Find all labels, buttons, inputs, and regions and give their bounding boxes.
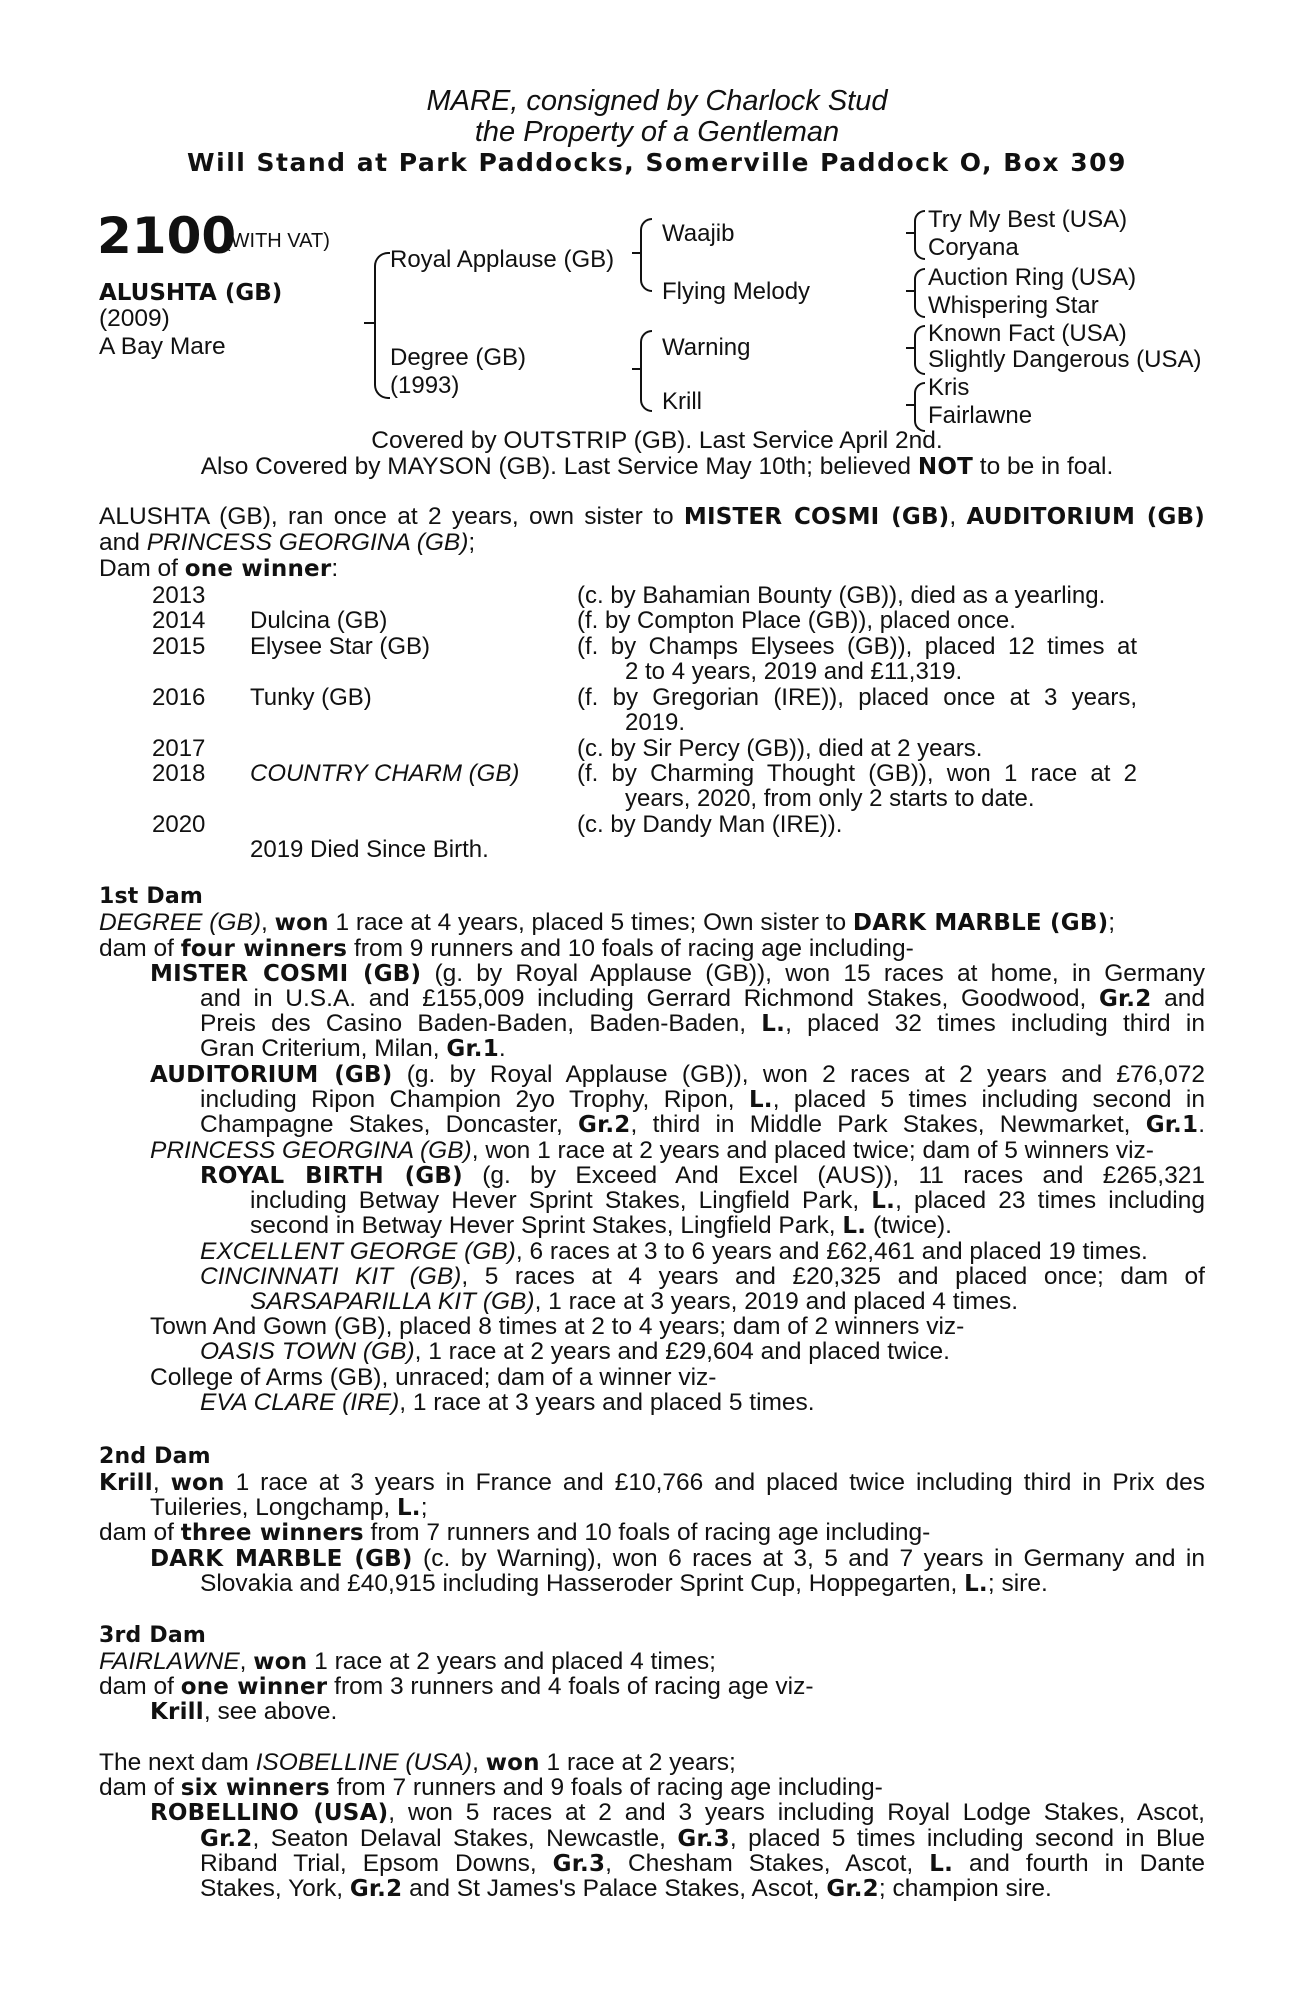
produce-info-cont: years, 2020, from only 2 starts to date. xyxy=(625,785,1035,812)
brace-gen1 xyxy=(374,252,390,399)
sep: , xyxy=(152,1469,171,1496)
second-dam-line-3 xyxy=(99,1520,1205,1547)
grade: Gr.2 xyxy=(349,1876,403,1902)
produce-info: (f. by Compton Place (GB)), placed once. xyxy=(577,607,1016,634)
grade: Gr.3 xyxy=(677,1826,730,1852)
lot-vat: (WITH VAT) xyxy=(224,230,330,252)
won: won xyxy=(253,1649,308,1675)
auditorium-line-1 xyxy=(150,1062,1205,1089)
txt: including Betway Hever Sprint Stakes, Lingfield Park, xyxy=(250,1187,872,1214)
txt: including Ripon Champion 2yo Trophy, Ripon, xyxy=(200,1086,749,1113)
brace-ss-tick xyxy=(906,232,914,234)
eva-clare-line xyxy=(200,1390,1205,1416)
three-winners: three winners xyxy=(180,1520,364,1546)
pedigree-sdd: Whispering Star xyxy=(928,292,1099,319)
four-winners: four winners xyxy=(180,936,348,962)
second-dam-line-1 xyxy=(99,1470,1205,1497)
second-dam-heading: 2nd Dam xyxy=(99,1444,211,1469)
brace-ss xyxy=(914,210,925,260)
sep: , xyxy=(472,1749,486,1776)
grade: L. xyxy=(842,1213,867,1239)
auditorium-name: AUDITORIUM (GB) xyxy=(150,1062,393,1088)
lot-description: A Bay Mare xyxy=(99,333,226,360)
txt: ; champion sire. xyxy=(878,1875,1052,1902)
txt: , placed 5 times including second in Blue xyxy=(729,1825,1205,1852)
brace-sd-tick xyxy=(906,290,914,292)
intro-and: and xyxy=(99,529,140,556)
produce-year: 2018 xyxy=(152,760,206,787)
sep: , xyxy=(261,909,275,936)
txt: (g. by Royal Applause (GB)), won 15 races at home, in Germany xyxy=(421,960,1205,987)
royal-birth-line-1 xyxy=(200,1163,1205,1190)
intro-colon: : xyxy=(331,555,339,582)
txt: Riband Trial, Epsom Downs, xyxy=(200,1850,553,1877)
auditorium-line-2 xyxy=(200,1087,1205,1114)
brace-dam-tick xyxy=(632,368,640,370)
robellino-name: ROBELLINO (USA) xyxy=(150,1800,389,1826)
mister-cosmi-line-3 xyxy=(200,1011,1205,1038)
produce-info: (c. by Sir Percy (GB)), died at 2 years. xyxy=(577,735,983,762)
produce-year: 2016 xyxy=(152,684,206,711)
txt: , 1 race at 3 years, 2019 and placed 4 times. xyxy=(534,1288,1019,1315)
txt: 1 race at 4 years, placed 5 times; Own sister to xyxy=(328,909,853,936)
third-dam-heading: 3rd Dam xyxy=(99,1623,206,1648)
fairlawne-name: FAIRLAWNE xyxy=(99,1648,240,1675)
first-dam-line-1 xyxy=(99,910,1205,937)
covered-not: NOT xyxy=(917,454,973,480)
txt: second in Betway Hever Sprint Stakes, Lingfield Park, xyxy=(250,1212,843,1239)
txt: The next dam xyxy=(99,1749,256,1776)
txt: ; xyxy=(420,1494,428,1521)
txt: , 1 race at 3 years and placed 5 times. xyxy=(399,1389,815,1416)
txt: and St James's Palace Stakes, Ascot, xyxy=(402,1875,827,1902)
sarsaparilla-kit-line xyxy=(250,1289,1205,1315)
princess-georgina-line xyxy=(150,1138,1205,1164)
covered-text-end: to be in foal. xyxy=(979,453,1114,480)
third-dam-line-2 xyxy=(99,1674,1205,1701)
covered-text: Also Covered by MAYSON (GB). Last Service May 10th; believed xyxy=(200,453,912,480)
oasis-town-line xyxy=(200,1339,1205,1365)
third-dam-line-1 xyxy=(99,1649,1205,1676)
produce-info: (c. by Bahamian Bounty (GB)), died as a yearling. xyxy=(577,582,1106,609)
brace-dd xyxy=(914,382,925,432)
produce-name: COUNTRY CHARM (GB) xyxy=(250,760,520,787)
won: won xyxy=(485,1750,540,1776)
produce-year: 2015 xyxy=(152,633,206,660)
intro-line-1 xyxy=(99,504,1205,531)
pedigree-sire-sire: Waajib xyxy=(662,220,735,247)
lot-number: 2100 xyxy=(97,207,237,265)
auditorium-line-3 xyxy=(200,1112,1205,1139)
produce-name: Dulcina (GB) xyxy=(250,607,388,634)
pedigree-sire-dam: Flying Melody xyxy=(662,278,811,305)
pedigree-dss: Known Fact (USA) xyxy=(928,320,1127,347)
txt: 1 race at 3 years in France and £10,766 and placed twice including third in Prix des xyxy=(224,1469,1205,1496)
txt: . xyxy=(498,1035,506,1062)
txt: Preis des Casino Baden-Baden, Baden-Baden, xyxy=(200,1010,762,1037)
mister-cosmi-name: MISTER COSMI (GB) xyxy=(150,961,422,987)
txt: from 3 runners and 4 foals of racing age viz- xyxy=(327,1673,814,1700)
grade: Gr.2 xyxy=(826,1876,879,1902)
intro-one-winner: one winner xyxy=(184,556,332,582)
intro-text: ALUSHTA (GB), ran once at 2 years, own sister to xyxy=(99,503,674,530)
next-dam-line-1 xyxy=(99,1750,1205,1777)
produce-name: Elysee Star (GB) xyxy=(250,633,431,660)
txt: and in U.S.A. and £155,009 including Gerrard Richmond Stakes, Goodwood, xyxy=(200,985,1099,1012)
grade: L. xyxy=(929,1851,954,1877)
txt: , placed 5 times including second in xyxy=(772,1086,1205,1113)
intro-line-2 xyxy=(99,530,1205,556)
pedigree-dam: Degree (GB) xyxy=(390,344,527,371)
txt: from 7 runners and 10 foals of racing age including- xyxy=(363,1519,931,1546)
grade: L. xyxy=(396,1495,421,1521)
header-property: the Property of a Gentleman xyxy=(474,116,840,148)
txt: . xyxy=(1198,1111,1205,1138)
intro-line-3 xyxy=(99,556,1205,583)
robellino-line-3 xyxy=(200,1851,1205,1878)
dark-marble-link: DARK MARBLE (GB) xyxy=(852,910,1109,936)
sarsaparilla-kit-name: SARSAPARILLA KIT (GB) xyxy=(250,1288,535,1315)
mister-cosmi-line-1 xyxy=(150,961,1205,988)
produce-year: 2013 xyxy=(152,582,206,609)
produce-info: (c. by Dandy Man (IRE)). xyxy=(577,811,843,838)
won: won xyxy=(170,1470,225,1496)
semi: ; xyxy=(1108,909,1116,936)
produce-info: (f. by Charming Thought (GB)), won 1 race at 2 xyxy=(577,760,1137,787)
txt: , Seaton Delaval Stakes, Newcastle, xyxy=(252,1825,678,1852)
txt: dam of xyxy=(99,1673,181,1700)
produce-info: (f. by Champs Elysees (GB)), placed 12 times at xyxy=(577,633,1137,660)
brace-ds-tick xyxy=(906,347,914,349)
txt: Gran Criterium, Milan, xyxy=(200,1035,447,1062)
mister-cosmi-line-4 xyxy=(200,1036,1205,1063)
second-dam-line-2 xyxy=(150,1495,1205,1522)
txt: (g. by Royal Applause (GB)), won 2 races at 2 years and £76,072 xyxy=(392,1061,1205,1088)
produce-info-cont: 2 to 4 years, 2019 and £11,319. xyxy=(625,658,963,685)
txt: , Chesham Stakes, Ascot, xyxy=(605,1850,930,1877)
intro-semicolon: ; xyxy=(468,529,476,556)
pedigree-sds: Auction Ring (USA) xyxy=(928,264,1137,291)
dark-marble-line-1 xyxy=(150,1546,1205,1573)
header-consignor: MARE, consigned by Charlock Stud xyxy=(426,85,888,117)
cincinnati-kit-line xyxy=(200,1264,1205,1290)
dark-marble-line-2 xyxy=(200,1571,1205,1598)
pedigree-dam-year: (1993) xyxy=(390,372,460,399)
robellino-line-1 xyxy=(150,1800,1205,1827)
isobelline-name: ISOBELLINE (USA) xyxy=(255,1749,473,1776)
txt: , see above. xyxy=(203,1698,338,1725)
grade: Gr.2 xyxy=(200,1826,253,1852)
dark-marble-name: DARK MARBLE (GB) xyxy=(150,1546,413,1572)
lot-name: ALUSHTA (GB) xyxy=(99,280,283,306)
intro-princess-georgina: PRINCESS GEORGINA (GB) xyxy=(146,529,469,556)
txt: and xyxy=(1151,985,1206,1012)
txt: (c. by Warning), won 6 races at 3, 5 and 7 years in Germany and in xyxy=(412,1545,1205,1572)
pedigree-ssd: Coryana xyxy=(928,234,1019,261)
txt: 1 race at 2 years; xyxy=(539,1749,736,1776)
one-winner: one winner xyxy=(180,1674,328,1700)
txt: , 6 races at 3 to 6 years and £62,461 and placed 19 times. xyxy=(515,1238,1148,1265)
txt: dam of xyxy=(99,1774,181,1801)
mister-cosmi-line-2 xyxy=(200,986,1205,1013)
txt: dam of xyxy=(99,935,181,962)
produce-year: 2020 xyxy=(152,811,206,838)
first-dam-heading: 1st Dam xyxy=(99,884,204,909)
txt: , 5 races at 4 years and £20,325 and placed once; dam of xyxy=(461,1263,1205,1290)
grade: Gr.3 xyxy=(552,1851,606,1877)
intro-dam-of: Dam of xyxy=(99,555,178,582)
txt: (g. by Exceed And Excel (AUS)), 11 races and £265,321 xyxy=(462,1162,1205,1189)
txt: from 7 runners and 9 foals of racing age including- xyxy=(329,1774,883,1801)
third-dam-line-3 xyxy=(150,1699,1205,1726)
produce-name: Tunky (GB) xyxy=(250,684,372,711)
pedigree-ddd: Fairlawne xyxy=(928,402,1033,429)
txt: dam of xyxy=(99,1519,181,1546)
excellent-george-line xyxy=(200,1239,1205,1265)
brace-sire-tick xyxy=(632,252,640,254)
won: won xyxy=(274,910,329,936)
txt: , won 1 race at 2 years and placed twice; dam of 5 winners viz- xyxy=(471,1137,1154,1164)
grade: Gr.1 xyxy=(446,1036,499,1062)
grade: L. xyxy=(748,1087,773,1113)
intro-auditorium-a: AUDITORIUM (GB) xyxy=(966,504,1206,530)
txt: Champagne Stakes, Doncaster, xyxy=(200,1111,579,1138)
royal-birth-name: ROYAL BIRTH (GB) xyxy=(200,1163,463,1189)
brace-ds xyxy=(914,325,925,375)
grade: L. xyxy=(964,1571,988,1597)
grade: Gr.2 xyxy=(1098,986,1152,1012)
royal-birth-line-2 xyxy=(250,1188,1205,1215)
pedigree-dam-dam: Krill xyxy=(662,388,702,415)
covered-line-2 xyxy=(0,454,1314,481)
brace-gen1-tick xyxy=(364,322,374,324)
pedigree-sss: Try My Best (USA) xyxy=(928,206,1128,233)
first-dam-line-2 xyxy=(99,936,1205,963)
eva-clare-name: EVA CLARE (IRE) xyxy=(200,1389,400,1416)
pedigree-sire: Royal Applause (GB) xyxy=(390,246,615,273)
intro-comma: , xyxy=(949,503,957,530)
produce-info: (f. by Gregorian (IRE)), placed once at 3 years, xyxy=(577,684,1137,711)
lot-year: (2009) xyxy=(99,305,170,332)
txt: Slovakia and £40,915 including Hasseroder Sprint Cup, Hoppegarten, xyxy=(200,1570,965,1597)
brace-sire xyxy=(640,218,652,292)
grade: L. xyxy=(871,1188,896,1214)
produce-year: 2017 xyxy=(152,735,206,762)
krill-name: Krill xyxy=(150,1699,204,1725)
grade: L. xyxy=(761,1011,786,1037)
produce-note: 2019 Died Since Birth. xyxy=(250,836,489,863)
robellino-line-2 xyxy=(200,1826,1205,1853)
brace-dam xyxy=(640,330,652,412)
produce-year: 2014 xyxy=(152,607,206,634)
cincinnati-kit-name: CINCINNATI KIT (GB) xyxy=(200,1263,462,1290)
krill-name: Krill xyxy=(99,1470,153,1496)
txt: from 9 runners and 10 foals of racing age including- xyxy=(347,935,914,962)
town-and-gown-line: Town And Gown (GB), placed 8 times at 2 to 4 years; dam of 2 winners viz- xyxy=(150,1313,965,1340)
txt: , 1 race at 2 years and £29,604 and placed twice. xyxy=(414,1338,950,1365)
intro-mister-cosmi: MISTER COSMI (GB) xyxy=(683,504,950,530)
txt: (twice). xyxy=(866,1212,952,1239)
grade: Gr.1 xyxy=(1145,1112,1199,1138)
produce-info-cont: 2019. xyxy=(625,709,686,736)
royal-birth-line-3 xyxy=(250,1213,1205,1240)
degree-name: DEGREE (GB) xyxy=(99,909,261,936)
princess-georgina-name: PRINCESS GEORGINA (GB) xyxy=(150,1137,472,1164)
oasis-town-name: OASIS TOWN (GB) xyxy=(200,1338,415,1365)
txt: , won 5 races at 2 and 3 years including Royal Lodge Stakes, Ascot, xyxy=(388,1799,1205,1826)
txt: and fourth in Dante xyxy=(953,1850,1206,1877)
six-winners: six winners xyxy=(180,1775,330,1801)
txt: ; sire. xyxy=(987,1570,1048,1597)
next-dam-line-2 xyxy=(99,1775,1205,1802)
txt: Tuileries, Longchamp, xyxy=(150,1494,397,1521)
covered-line-1: Covered by OUTSTRIP (GB). Last Service April 2nd. xyxy=(371,427,943,454)
grade: Gr.2 xyxy=(578,1112,631,1138)
robellino-line-4 xyxy=(200,1876,1205,1903)
header-location: Will Stand at Park Paddocks, Somerville Paddock O, Box 309 xyxy=(187,148,1127,177)
pedigree-dsd: Slightly Dangerous (USA) xyxy=(928,346,1202,373)
pedigree-dds: Kris xyxy=(928,374,970,401)
brace-dd-tick xyxy=(906,404,914,406)
brace-sd xyxy=(914,268,925,318)
txt: , placed 32 times including third in xyxy=(785,1010,1205,1037)
college-of-arms-line: College of Arms (GB), unraced; dam of a winner viz- xyxy=(150,1364,717,1391)
txt: , third in Middle Park Stakes, Newmarket, xyxy=(630,1111,1146,1138)
txt: Stakes, York, xyxy=(200,1875,350,1902)
txt: , placed 23 times including xyxy=(895,1187,1205,1214)
pedigree-dam-sire: Warning xyxy=(662,334,751,361)
sep: , xyxy=(239,1648,254,1675)
excellent-george-name: EXCELLENT GEORGE (GB) xyxy=(200,1238,516,1265)
txt: 1 race at 2 years and placed 4 times; xyxy=(307,1648,716,1675)
